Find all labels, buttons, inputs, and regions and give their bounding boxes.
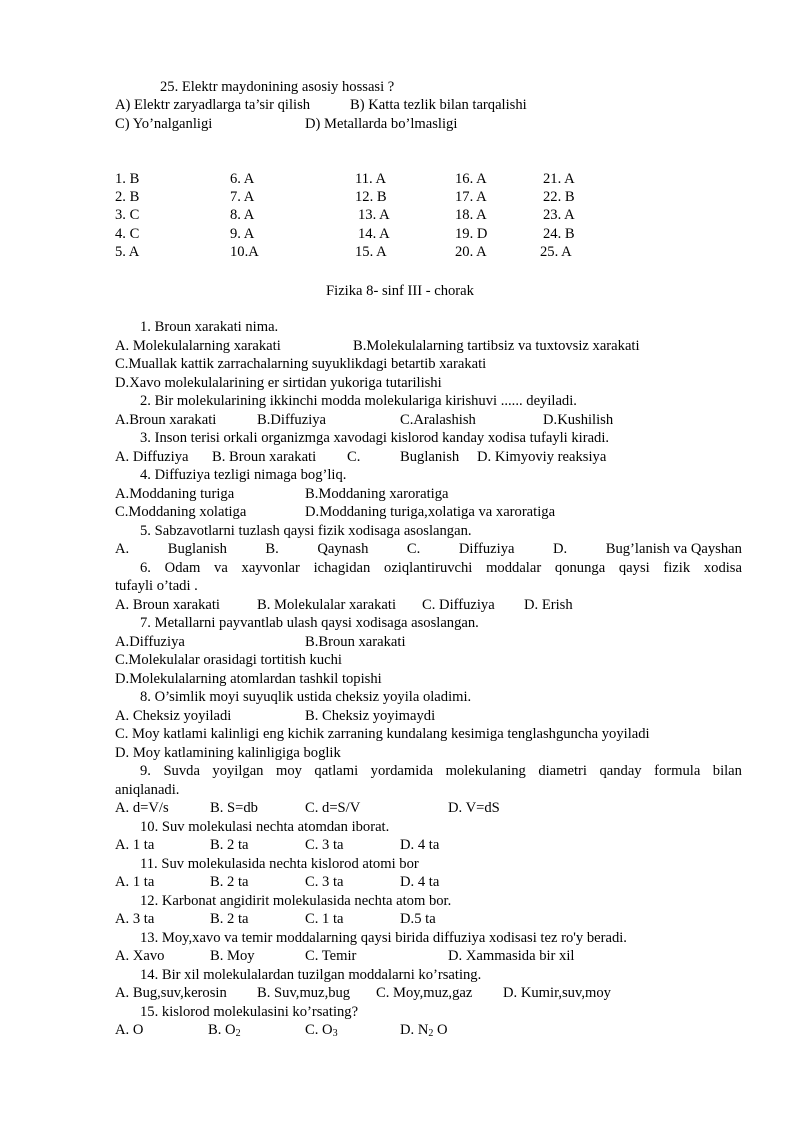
- q3-option-b: B. Broun xarakati: [212, 449, 317, 465]
- q5-option-c-letter: C.: [406, 541, 421, 557]
- question-7: 7. Metallarni payvantlab ulash qaysi xodisaga asoslangan.: [140, 615, 479, 631]
- answer-key-item: 1. B: [115, 171, 140, 187]
- q9-word: bilan: [712, 763, 742, 779]
- q25-option-d: D) Metallarda bo’lmasligi: [305, 116, 458, 132]
- q9-word: Suvda: [163, 763, 200, 779]
- q8-option-c: C. Moy katlami kalinligi eng kichik zarraning kundalang kesimiga tenglashguncha yoyiladi: [115, 726, 650, 742]
- q8-option-d: D. Moy katlamining kalinligiga boglik: [115, 745, 341, 761]
- question-9-continuation: aniqlanadi.: [115, 782, 180, 798]
- question-12: 12. Karbonat angidirit molekulasida nechta atom bor.: [140, 893, 452, 909]
- q25-option-c: C) Yo’nalganligi: [115, 116, 213, 132]
- section-title: Fizika 8- sinf III - chorak: [326, 283, 474, 299]
- q5-option-c: Diffuziya: [458, 541, 515, 557]
- q9-word: yordamida: [370, 763, 434, 779]
- q9-word: molekulaning: [445, 763, 526, 779]
- q2-option-a: A.Broun xarakati: [115, 412, 217, 428]
- q14-option-b: B. Suv,muz,bug: [257, 985, 351, 1001]
- q11-option-d: D. 4 ta: [400, 874, 440, 890]
- question-9: [140, 762, 742, 780]
- q9-word: yoyilgan: [212, 763, 264, 779]
- question-11: 11. Suv molekulasida nechta kislorod atomi bor: [140, 856, 419, 872]
- q25-option-b: B) Katta tezlik bilan tarqalishi: [350, 97, 527, 113]
- q5-option-d-letter: D.: [553, 541, 568, 557]
- question-4: 4. Diffuziya tezligi nimaga bog’liq.: [140, 467, 347, 483]
- q5-option-d: Bug’lanish va Qayshan: [605, 541, 742, 557]
- q12-option-c: C. 1 ta: [305, 911, 344, 927]
- q6-word: xodisa: [703, 560, 742, 576]
- q12-option-d: D.5 ta: [400, 911, 436, 927]
- answer-key-item: 11. A: [355, 171, 387, 187]
- q13-option-b: B. Moy: [210, 948, 255, 964]
- q6-word: xayvonlar: [241, 560, 300, 576]
- answer-key-item: 25. A: [540, 244, 572, 260]
- q13-option-a: A. Xavo: [115, 948, 165, 964]
- q6-option-a: A. Broun xarakati: [115, 597, 220, 613]
- answer-key-item: 22. B: [543, 189, 575, 205]
- q9-option-a: A. d=V/s: [115, 800, 169, 816]
- q6-word: qaysi: [618, 560, 650, 576]
- q4-option-b: B.Moddaning xaroratiga: [305, 486, 449, 502]
- q5-option-b: Qaynash: [317, 541, 369, 557]
- question-13: 13. Moy,xavo va temir moddalarning qaysi birida diffuziya xodisasi tez ro'y beradi.: [140, 930, 627, 946]
- q6-word: Odam: [164, 560, 201, 576]
- q9-option-d: D. V=dS: [448, 800, 500, 816]
- q9-option-c: C. d=S/V: [305, 800, 361, 816]
- q1-option-d: D.Xavo molekulalarining er sirtidan yukoriga tutarilishi: [115, 375, 442, 391]
- answer-key-item: 23. A: [543, 207, 575, 223]
- question-10: 10. Suv molekulasi nechta atomdan iborat.: [140, 819, 390, 835]
- q4-option-d: D.Moddaning turiga,xolatiga va xaroratiga: [305, 504, 556, 520]
- q25-option-a: A) Elektr zaryadlarga ta’sir qilish: [115, 97, 311, 113]
- q6-word: fizik: [663, 560, 691, 576]
- answer-key-item: 12. B: [355, 189, 387, 205]
- answer-key-item: 3. C: [115, 207, 140, 223]
- q9-word: qanday: [599, 763, 642, 779]
- question-5: 5. Sabzavotlarni tuzlash qaysi fizik xodisaga asoslangan.: [140, 523, 472, 539]
- q2-option-d: D.Kushilish: [543, 412, 614, 428]
- q1-option-a: A. Molekulalarning xarakati: [115, 338, 281, 354]
- q3-option-a: A. Diffuziya: [115, 449, 189, 465]
- answer-key-item: 15. A: [355, 244, 387, 260]
- q6-option-d: D. Erish: [524, 597, 573, 613]
- q8-option-b: B. Cheksiz yoyimaydi: [305, 708, 436, 724]
- q7-option-b: B.Broun xarakati: [305, 634, 406, 650]
- answer-key-item: 8. A: [230, 207, 255, 223]
- q9-word: diametri: [538, 763, 587, 779]
- q5-option-a: Buglanish: [167, 541, 227, 557]
- q7-option-c: C.Molekulalar orasidagi tortitish kuchi: [115, 652, 342, 668]
- q4-option-c: C.Moddaning xolatiga: [115, 504, 247, 520]
- q14-option-d: D. Kumir,suv,moy: [503, 985, 611, 1001]
- question-14: 14. Bir xil molekulalardan tuzilgan moddalarni ko’rsating.: [140, 967, 482, 983]
- q10-option-a: A. 1 ta: [115, 837, 155, 853]
- answer-key-item: 19. D: [455, 226, 488, 242]
- q12-option-a: A. 3 ta: [115, 911, 155, 927]
- answer-key-item: 20. A: [455, 244, 487, 260]
- answer-key-item: 14. A: [358, 226, 390, 242]
- q6-word: oziqlantiruvchi: [384, 560, 473, 576]
- q3-option-d: D. Kimyoviy reaksiya: [477, 449, 607, 465]
- q3-option-c: C.: [347, 449, 361, 465]
- q13-option-c: C. Temir: [305, 948, 357, 964]
- q15-option-a: A. O: [115, 1022, 144, 1038]
- q6-word: moddalar: [486, 560, 542, 576]
- q2-option-c: C.Aralashish: [400, 412, 476, 428]
- q15-option-c: C. $O_3$: [305, 1022, 338, 1039]
- question-15: 15. kislorod molekulasini ko’rsating?: [140, 1004, 359, 1020]
- answer-key-item: 9. A: [230, 226, 255, 242]
- answer-key-item: 18. A: [455, 207, 487, 223]
- q15-option-d: D. $N_2$ O: [400, 1022, 448, 1039]
- q25-question: 25. Elektr maydonining asosiy hossasi ?: [160, 79, 395, 95]
- q5-option-a-letter: A.: [115, 541, 130, 557]
- q6-option-c: C. Diffuziya: [422, 597, 495, 613]
- q13-option-d: D. Xammasida bir xil: [448, 948, 575, 964]
- q14-option-a: A. Bug,suv,kerosin: [115, 985, 227, 1001]
- q10-option-b: B. 2 ta: [210, 837, 249, 853]
- q8-option-a: A. Cheksiz yoyiladi: [115, 708, 232, 724]
- question-6: [140, 559, 742, 577]
- q6-option-b: B. Molekulalar xarakati: [257, 597, 396, 613]
- q5-options: [115, 540, 742, 558]
- question-1: 1. Broun xarakati nima.: [140, 319, 279, 335]
- q14-option-c: C. Moy,muz,gaz: [376, 985, 473, 1001]
- q1-option-c: C.Muallak kattik zarrachalarning suyuklikdagi betartib xarakati: [115, 356, 487, 372]
- q9-word: moy: [275, 763, 302, 779]
- question-6-continuation: tufayli o’tadi .: [115, 578, 198, 594]
- question-2: 2. Bir molekularining ikkinchi modda molekulariga kirishuvi ...... deyiladi.: [140, 393, 577, 409]
- q2-option-b: B.Diffuziya: [257, 412, 327, 428]
- q6-word: ichagidan: [313, 560, 371, 576]
- answer-key-item: 4. C: [115, 226, 140, 242]
- q9-word: formula: [654, 763, 701, 779]
- question-3: 3. Inson terisi orkali organizmga xavodagi kislorod kanday xodisa tufayli kiradi.: [140, 430, 610, 446]
- answer-key-item: 10.A: [230, 244, 259, 260]
- q7-option-a: A.Diffuziya: [115, 634, 185, 650]
- q5-option-b-letter: B.: [265, 541, 279, 557]
- answer-key-item: 16. A: [455, 171, 487, 187]
- q9-option-b: B. S=db: [210, 800, 258, 816]
- q11-option-a: A. 1 ta: [115, 874, 155, 890]
- answer-key-item: 21. A: [543, 171, 575, 187]
- q11-option-c: C. 3 ta: [305, 874, 344, 890]
- answer-key-item: 7. A: [230, 189, 255, 205]
- answer-key-item: 17. A: [455, 189, 487, 205]
- q6-word: qonunga: [554, 560, 606, 576]
- q4-option-a: A.Moddaning turiga: [115, 486, 235, 502]
- q11-option-b: B. 2 ta: [210, 874, 249, 890]
- q15-option-b: B. $O_2$: [208, 1022, 241, 1039]
- q10-option-d: D. 4 ta: [400, 837, 440, 853]
- q9-word: qatlami: [314, 763, 359, 779]
- answer-key-item: 13. A: [358, 207, 390, 223]
- q6-word: 6.: [140, 560, 151, 576]
- answer-key-item: 24. B: [543, 226, 575, 242]
- question-8: 8. O’simlik moyi suyuqlik ustida cheksiz yoyila oladimi.: [140, 689, 472, 705]
- q3-option-c-text: Buglanish: [400, 449, 460, 465]
- answer-key-item: 6. A: [230, 171, 255, 187]
- q12-option-b: B. 2 ta: [210, 911, 249, 927]
- answer-key-item: 2. B: [115, 189, 140, 205]
- q9-word: 9.: [140, 763, 151, 779]
- q6-word: va: [214, 560, 228, 576]
- answer-key-item: 5. A: [115, 244, 140, 260]
- q10-option-c: C. 3 ta: [305, 837, 344, 853]
- q7-option-d: D.Molekulalarning atomlardan tashkil topishi: [115, 671, 382, 687]
- q1-option-b: B.Molekulalarning tartibsiz va tuxtovsiz xarakati: [353, 338, 640, 354]
